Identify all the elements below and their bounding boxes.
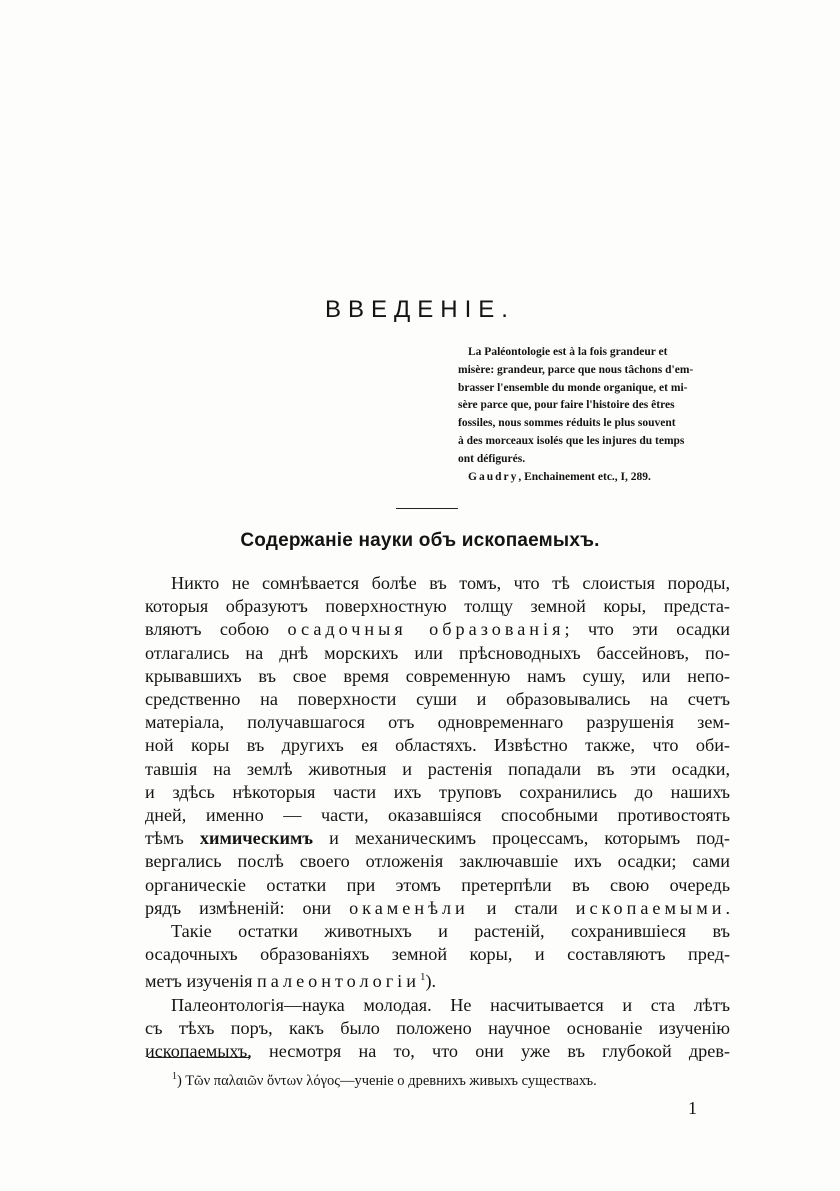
epigraph-source xyxy=(458,469,728,487)
epigraph-line: fossiles, nous sommes réduits le plus souvent xyxy=(458,417,676,430)
text-line: Такіе остатки животныхъ и растеній, сохранившіеся въ xyxy=(171,921,730,942)
footnote-divider xyxy=(148,1057,250,1058)
text-line: которыя образуютъ поверхностную толщу земной коры, предста- xyxy=(145,596,730,617)
epigraph xyxy=(458,344,728,486)
text-line: матеріала, получавшагося отъ одновременнаго разрушенія зем- xyxy=(145,712,730,733)
footnote-text: ) Τῶν παλαιῶν ὄντων λόγος—ученіе о древнихъ живыхъ существахъ. xyxy=(177,1072,597,1089)
spaced-term: ископаемыми xyxy=(575,897,726,918)
footnote xyxy=(172,1071,732,1090)
text-line: съ тѣхъ поръ, какъ было положено научное основаніе изученію xyxy=(145,1017,730,1038)
epigraph-line: misère: grandeur, parce que nous tâchons d'em- xyxy=(458,363,694,376)
text-line: средственно на поверхности суши и образовывались на счетъ xyxy=(145,689,730,710)
text-line: метъ изученія палеонтологіи$^1$). xyxy=(145,971,437,992)
text-line: вергались послѣ своего отложенія заключавшіе ихъ осадки; сами xyxy=(145,851,730,872)
epigraph-line: brasser l'ensemble du monde organique, et mi- xyxy=(458,381,688,394)
text-line: крывавшихъ въ свое время современную намъ сушу, или непо- xyxy=(145,665,730,686)
section-divider xyxy=(396,508,458,509)
bold-term: химическимъ xyxy=(199,828,313,849)
body-text xyxy=(145,572,730,1063)
text-line: органическіе остатки при этомъ претерпѣли въ свою очередь xyxy=(145,874,730,895)
text-line: осадочныхъ образованіяхъ земной коры, и составляютъ пред- xyxy=(145,944,730,965)
spaced-term: палеонтологіи xyxy=(257,971,420,992)
text-line: тѣмъ химическимъ и механическимъ процессамъ, которымъ под- xyxy=(145,828,730,849)
spaced-term: осадочныя образованія xyxy=(287,619,565,640)
spaced-term: окаменѣли xyxy=(349,897,469,918)
text-line: отлагались на днѣ морскихъ или прѣсноводныхъ бассейновъ, по- xyxy=(145,642,730,663)
text-line: ископаемыхъ, несмотря на то, что они уже въ глубокой древ- xyxy=(145,1041,730,1062)
text-line: рядъ измѣненій: они окаменѣли и стали ископаемыми. xyxy=(145,897,730,918)
text-line: Палеонтологія—наука молодая. Не насчитывается и ста лѣтъ xyxy=(171,994,730,1015)
text-line: вляютъ собою осадочныя образованія; что эти осадки xyxy=(145,619,731,640)
footnote-mark: 1 xyxy=(172,1071,177,1082)
page-title: ВВЕДЕНІЕ. xyxy=(325,296,515,323)
epigraph-line: La Paléontologie est à la fois grandeur et xyxy=(468,346,668,358)
epigraph-line: sère parce que, pour faire l'histoire des êtres xyxy=(458,399,675,412)
epigraph-author: Gaudry xyxy=(468,470,519,483)
text-line: тавшія на землѣ животныя и растенія попадали въ эти осадки, xyxy=(145,758,730,779)
section-heading: Содержаніе науки объ ископаемыхъ. xyxy=(240,530,600,551)
epigraph-line: ont défigurés. xyxy=(458,452,526,465)
text-line: дней, именно — части, оказавшіяся способными противостоять xyxy=(145,805,730,826)
epigraph-line: à des morceaux isolés que les injures du temps xyxy=(458,434,685,447)
footnote-ref[interactable]: 1 xyxy=(419,971,426,984)
text-line: и здѣсь нѣкоторыя части ихъ труповъ сохранились до нашихъ xyxy=(145,781,730,802)
page-number: 1 xyxy=(688,1098,697,1118)
text-line: ной коры въ другихъ ея областяхъ. Извѣстно также, что оби- xyxy=(145,735,730,756)
text-line: Никто не сомнѣвается болѣе въ томъ, что тѣ слоистыя породы, xyxy=(171,573,730,593)
epigraph-citation: , Enchainement etc., I, 289. xyxy=(518,470,651,483)
